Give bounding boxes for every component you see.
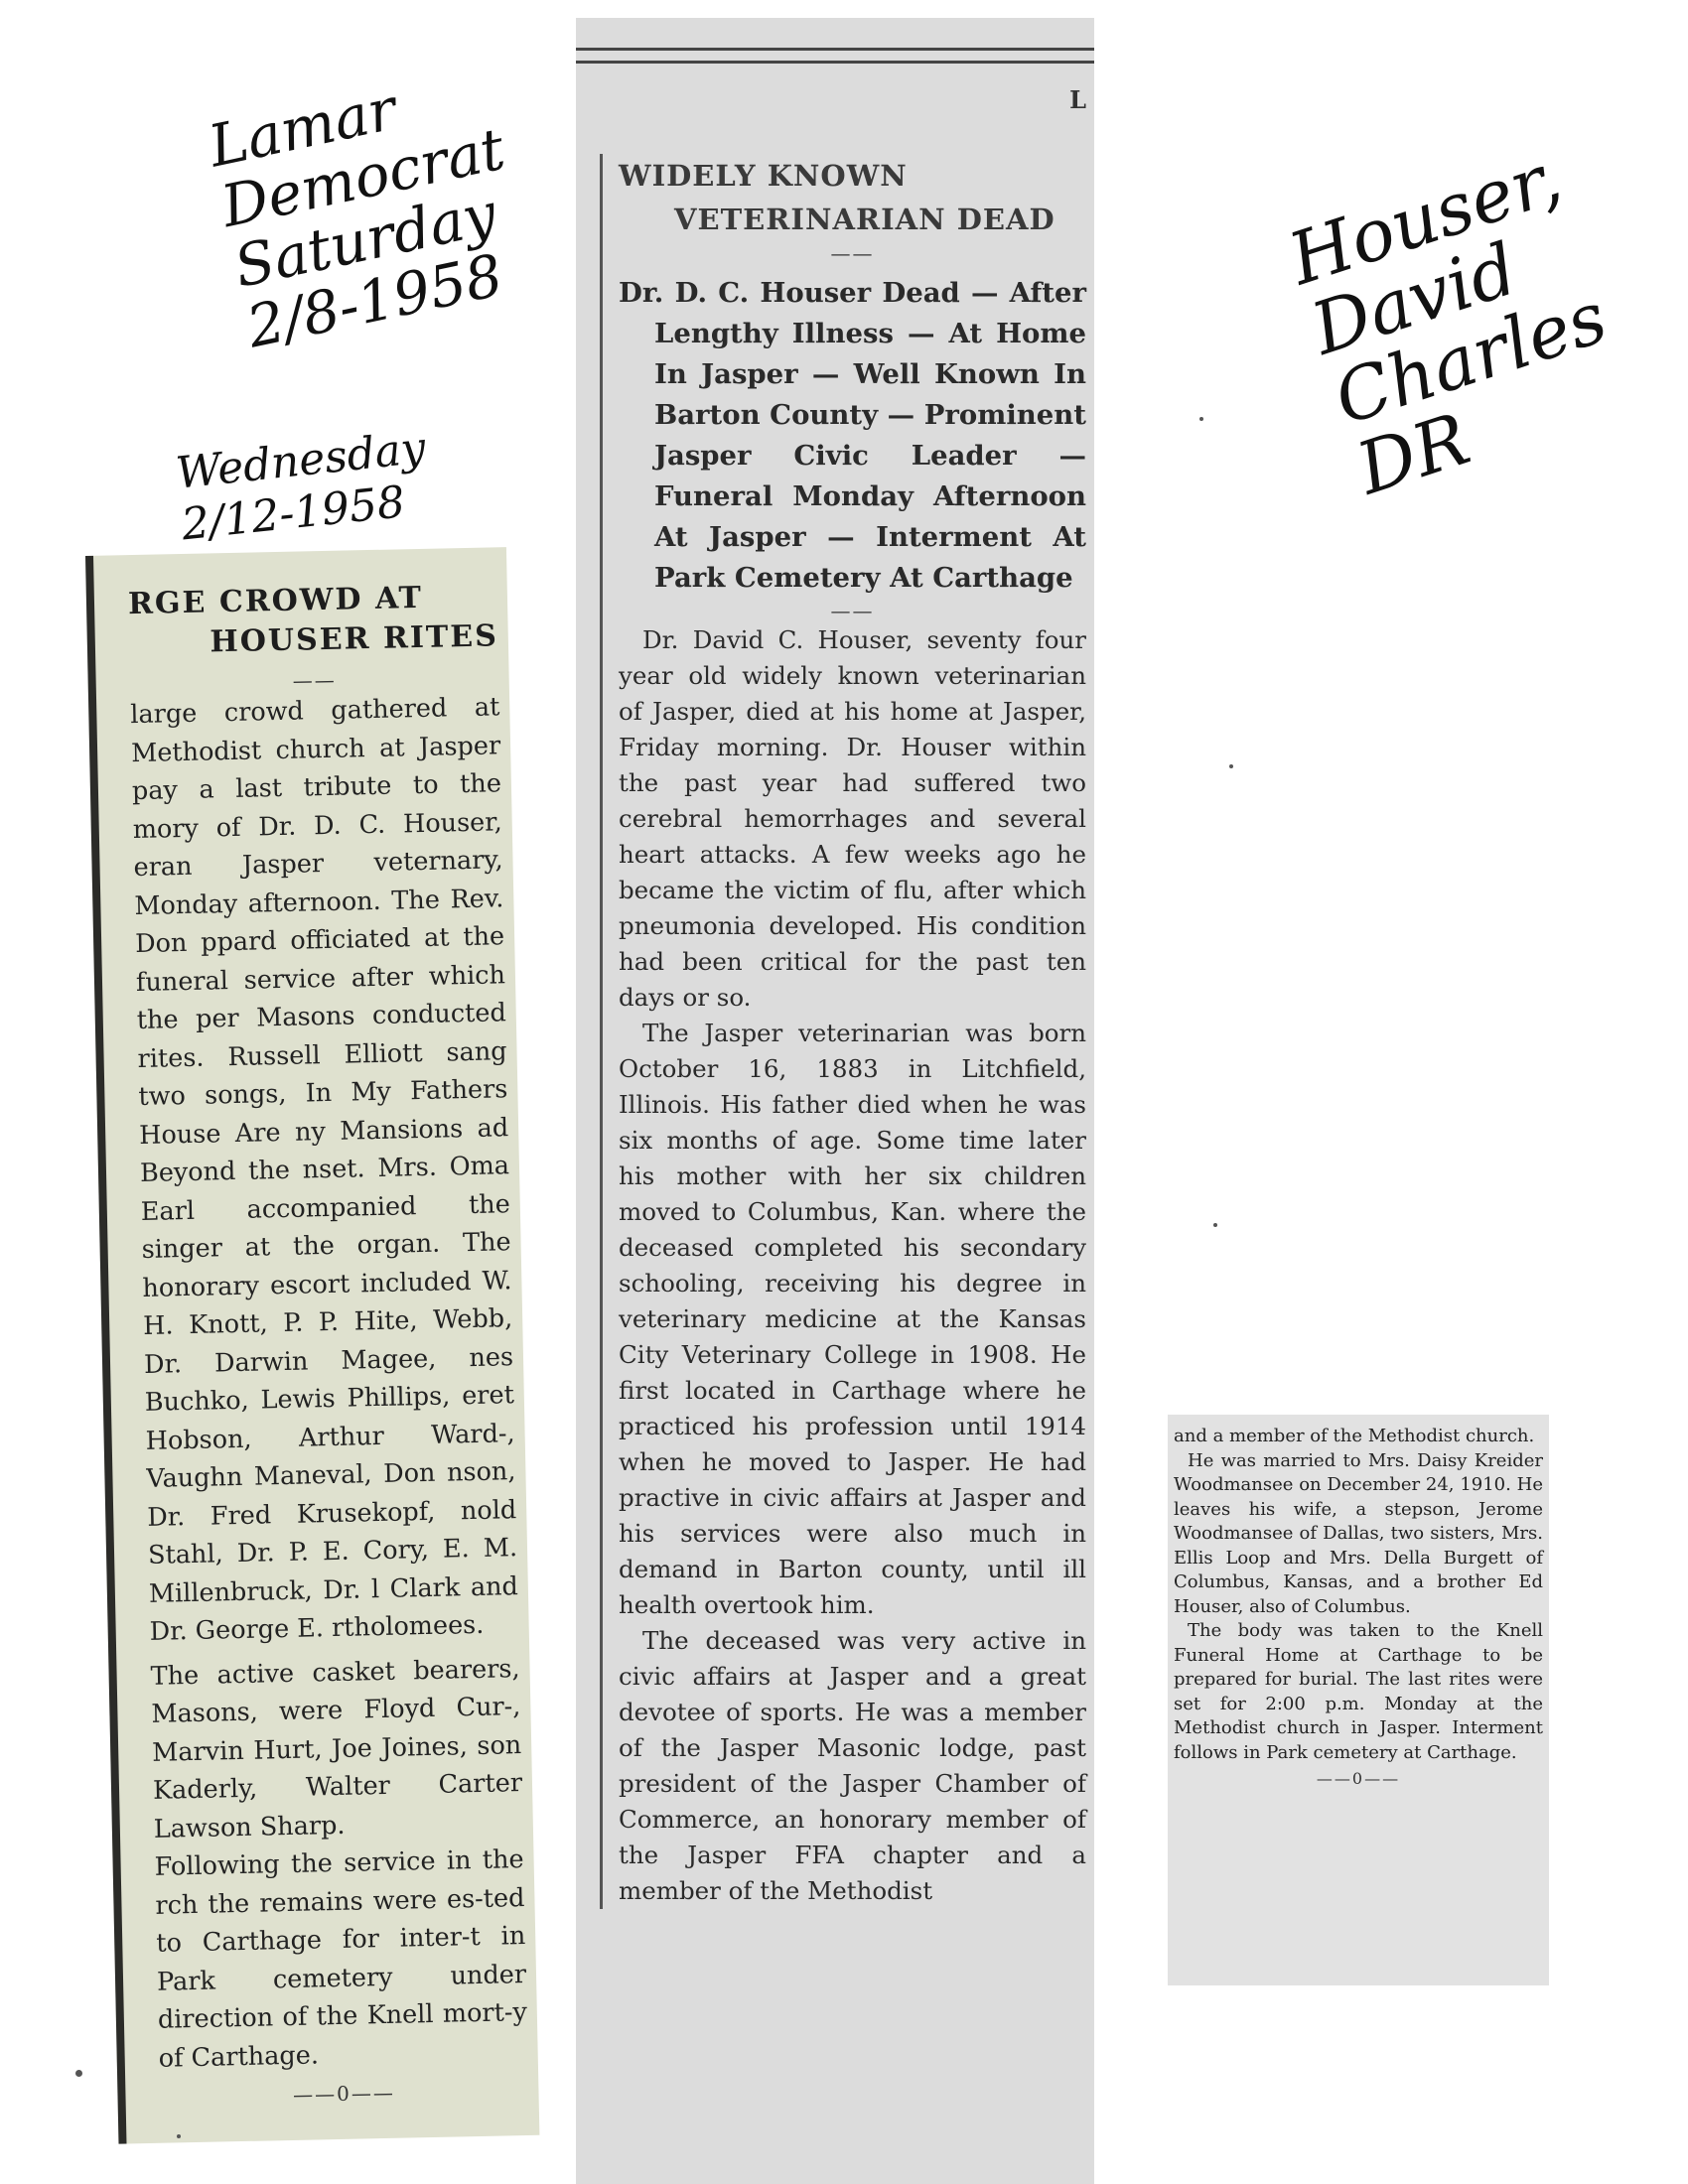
headline-line-2: HOUSER RITES xyxy=(210,618,499,660)
headline-line-1: RGE CROWD AT xyxy=(127,580,424,622)
article-body xyxy=(130,688,528,2077)
speck xyxy=(1199,417,1203,421)
paragraph: The active casket bearers, Masons, were Floyd Cur-, Marvin Hurt, Joe Joines, son Kaderly, Walter Carter Lawson Sharp. xyxy=(150,1653,523,1844)
speck xyxy=(75,2070,82,2077)
corner-letter: L xyxy=(1069,85,1086,114)
speck xyxy=(177,2134,181,2138)
divider: —— xyxy=(830,241,875,265)
paragraph: He was married to Mrs. Daisy Kreider Woodmansee on December 24, 1910. He leaves his wife, a stepson, Jerome Woodmansee of Dallas, two sisters, Mrs. Ellis Loop and Mrs. Della Burgett of Columbus, Kansas, and a brother Ed Houser, also of Columbus. xyxy=(1174,1449,1543,1617)
headline-line-1: WIDELY KNOWN xyxy=(619,159,908,193)
handwritten-source-note: Lamar Democrat Saturday 2/8-1958 xyxy=(203,74,510,361)
headline-line-2: VETERINARIAN DEAD xyxy=(674,203,1055,236)
paragraph: Dr. David C. Houser, seventy four year old widely known veterinarian of Jasper, died at his home at Jasper, Friday morning. Dr. Houser within the past year had suffered two cerebral hemorrhages and several heart attacks. A few weeks ago he became the victim of flu, after which pneumonia developed. His condition had been critical for the past ten days or so. xyxy=(619,625,1086,1012)
article-body xyxy=(619,622,1086,1909)
article xyxy=(600,154,1086,1909)
column-rule xyxy=(576,48,1094,64)
paragraph: large crowd gathered at Methodist church at Jasper pay a last tribute to the mory of Dr. D. C. Houser, eran Jasper veternary, Monday afternoon. The Rev. Don ppard officiated at the funeral service after which the per Masons conducted rites. Russell Elliott sang two songs, In My Fathers House Are ny Mansions ad Beyond the nset. Mrs. Oma Earl accompanied the singer at the organ. The honorary escort included W. H. Knott, P. P. Hite, Webb, Dr. Darwin Magee, nes Buchko, Lewis Phillips, eret Hobson, Arthur Ward-, Vaughn Maneval, Don nson, Dr. Fred Krusekopf, nold Stahl, Dr. P. E. Cory, E. M. Millenbruck, Dr. l Clark and Dr. George E. rtholomees. xyxy=(130,692,519,1647)
subheadline-deck: Dr. D. C. Houser Dead — After Lengthy Illness — At Home In Jasper — Well Known In Barton County — Prominent Jasper Civic Leader — Funeral Monday Afternoon At Jasper — Interment At Park Cemetery At Carthage xyxy=(619,277,1086,594)
clipping-continuation xyxy=(1168,1415,1549,1985)
handwritten-date-note: Wednesday 2/12-1958 xyxy=(174,422,429,551)
clipping-houser-rites xyxy=(85,547,539,2144)
paragraph: and a member of the Methodist church. xyxy=(1174,1426,1535,1446)
paragraph: The deceased was very active in civic affairs at Jasper and a great devotee of sports. He was a member of the Jasper Masonic lodge, past president of the Jasper Chamber of Commerce, an honorary member of the Jasper FFA chapter and a member of the Methodist xyxy=(619,1626,1086,1905)
article-body xyxy=(1174,1425,1543,1765)
end-mark: ——0—— xyxy=(1316,1769,1401,1788)
speck xyxy=(1213,1223,1217,1227)
speck xyxy=(1229,764,1233,768)
headline xyxy=(619,154,1086,241)
headline xyxy=(128,577,499,664)
handwritten-name-note: Houser, David Charles DR xyxy=(1279,135,1617,511)
clipping-veterinarian-dead xyxy=(576,18,1094,2184)
end-mark: ——0—— xyxy=(292,2080,396,2107)
divider: —— xyxy=(830,599,875,622)
divider: —— xyxy=(292,667,337,693)
paragraph: The Jasper veterinarian was born October 16, 1883 in Litchfield, Illinois. His father died when he was six months of age. Some time later his mother with her six children moved to Columbus, Kan. where the deceased completed his secondary schooling, receiving his degree in veterinary medicine at the Kansas City Veterinary College in 1908. He first located in Carthage where he practiced his profession until 1914 when he moved to Jasper. He had practive in civic affairs at Jasper and his services were also much in demand in Barton county, until ill health overtook him. xyxy=(619,1019,1086,1619)
paragraph: Following the service in the rch the remains were es-ted to Carthage for inter-t in Park cemetery under direction of the Knell mort-y of Carthage. xyxy=(154,1844,528,2074)
paragraph: The body was taken to the Knell Funeral Home at Carthage to be prepared for burial. The last rites were set for 2:00 p.m. Monday at the Methodist church in Jasper. Interment follows in Park cemetery at Carthage. xyxy=(1174,1620,1543,1763)
